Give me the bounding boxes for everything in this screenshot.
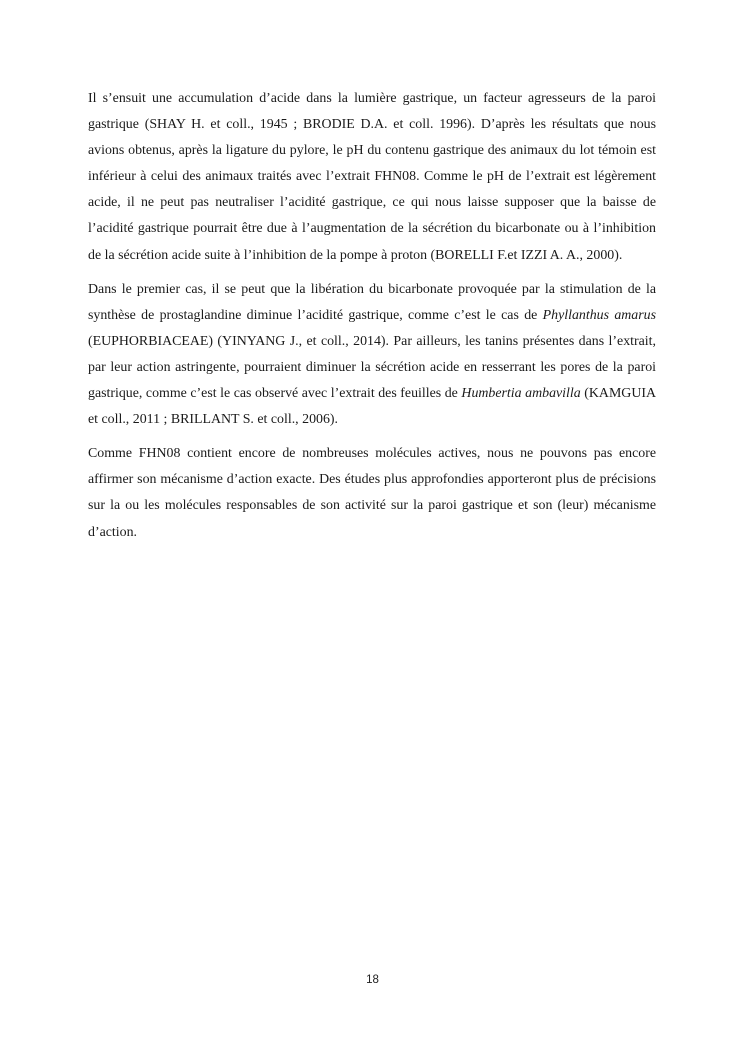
text-run: (EUPHORBIACEAE) (YINYANG J., et coll., 2014). Par ailleurs, les tanins présentes dans l’extrait, par leur action astringente, pourraient diminuer la sécrétion acide en resserrant les pores de la paroi gastrique, comme c’est le cas observé avec l’extrait des feuilles de <box>88 333 656 402</box>
paragraph-3 <box>88 441 656 545</box>
text-run: Il s’ensuit une accumulation d’acide dans la lumière gastrique, un facteur agresseurs de la paroi gastrique (SHAY H. et coll., 1945 ; BRODIE D.A. et coll. 1996). D’après les résultats que nous avions obtenus, après la ligature du pylore, le pH du contenu gastrique des animaux du lot témoin est inférieur à celui des animaux traités avec l’extrait FHN08. Comme le pH de l’extrait est légèrement acide, il ne peut pas neutraliser l’acidité gastrique, ce qui nous laisse supposer que la baisse de l’acidité gastrique pourrait être due à l’augmentation de la sécrétion du bicarbonate ou à l’inhibition de la sécrétion acide suite à l’inhibition de la pompe à proton (BORELLI F.et IZZI A. A., 2000). <box>88 91 656 263</box>
page-number: 18 <box>366 974 379 986</box>
document-body <box>88 86 656 554</box>
species-name: Phyllanthus amarus <box>542 307 656 323</box>
paragraph-2 <box>88 277 656 434</box>
text-run: Dans le premier cas, il se peut que la libération du bicarbonate provoquée par la stimulation de la synthèse de prostaglandine diminue l’acidité gastrique, comme c’est le cas de <box>88 281 656 323</box>
text-run: (KAMGUIA et coll., 2011 ; BRILLANT S. et coll., 2006). <box>88 386 657 428</box>
paragraph-1 <box>88 86 656 269</box>
text-run: Comme FHN08 contient encore de nombreuses molécules actives, nous ne pouvons pas encore affirmer son mécanisme d’action exacte. Des études plus approfondies apporteront plus de précisions sur la ou les molécules responsables de son activité sur la paroi gastrique et son (leur) mécanisme d’action. <box>88 446 656 540</box>
species-name: Humbertia ambavilla <box>461 386 581 402</box>
